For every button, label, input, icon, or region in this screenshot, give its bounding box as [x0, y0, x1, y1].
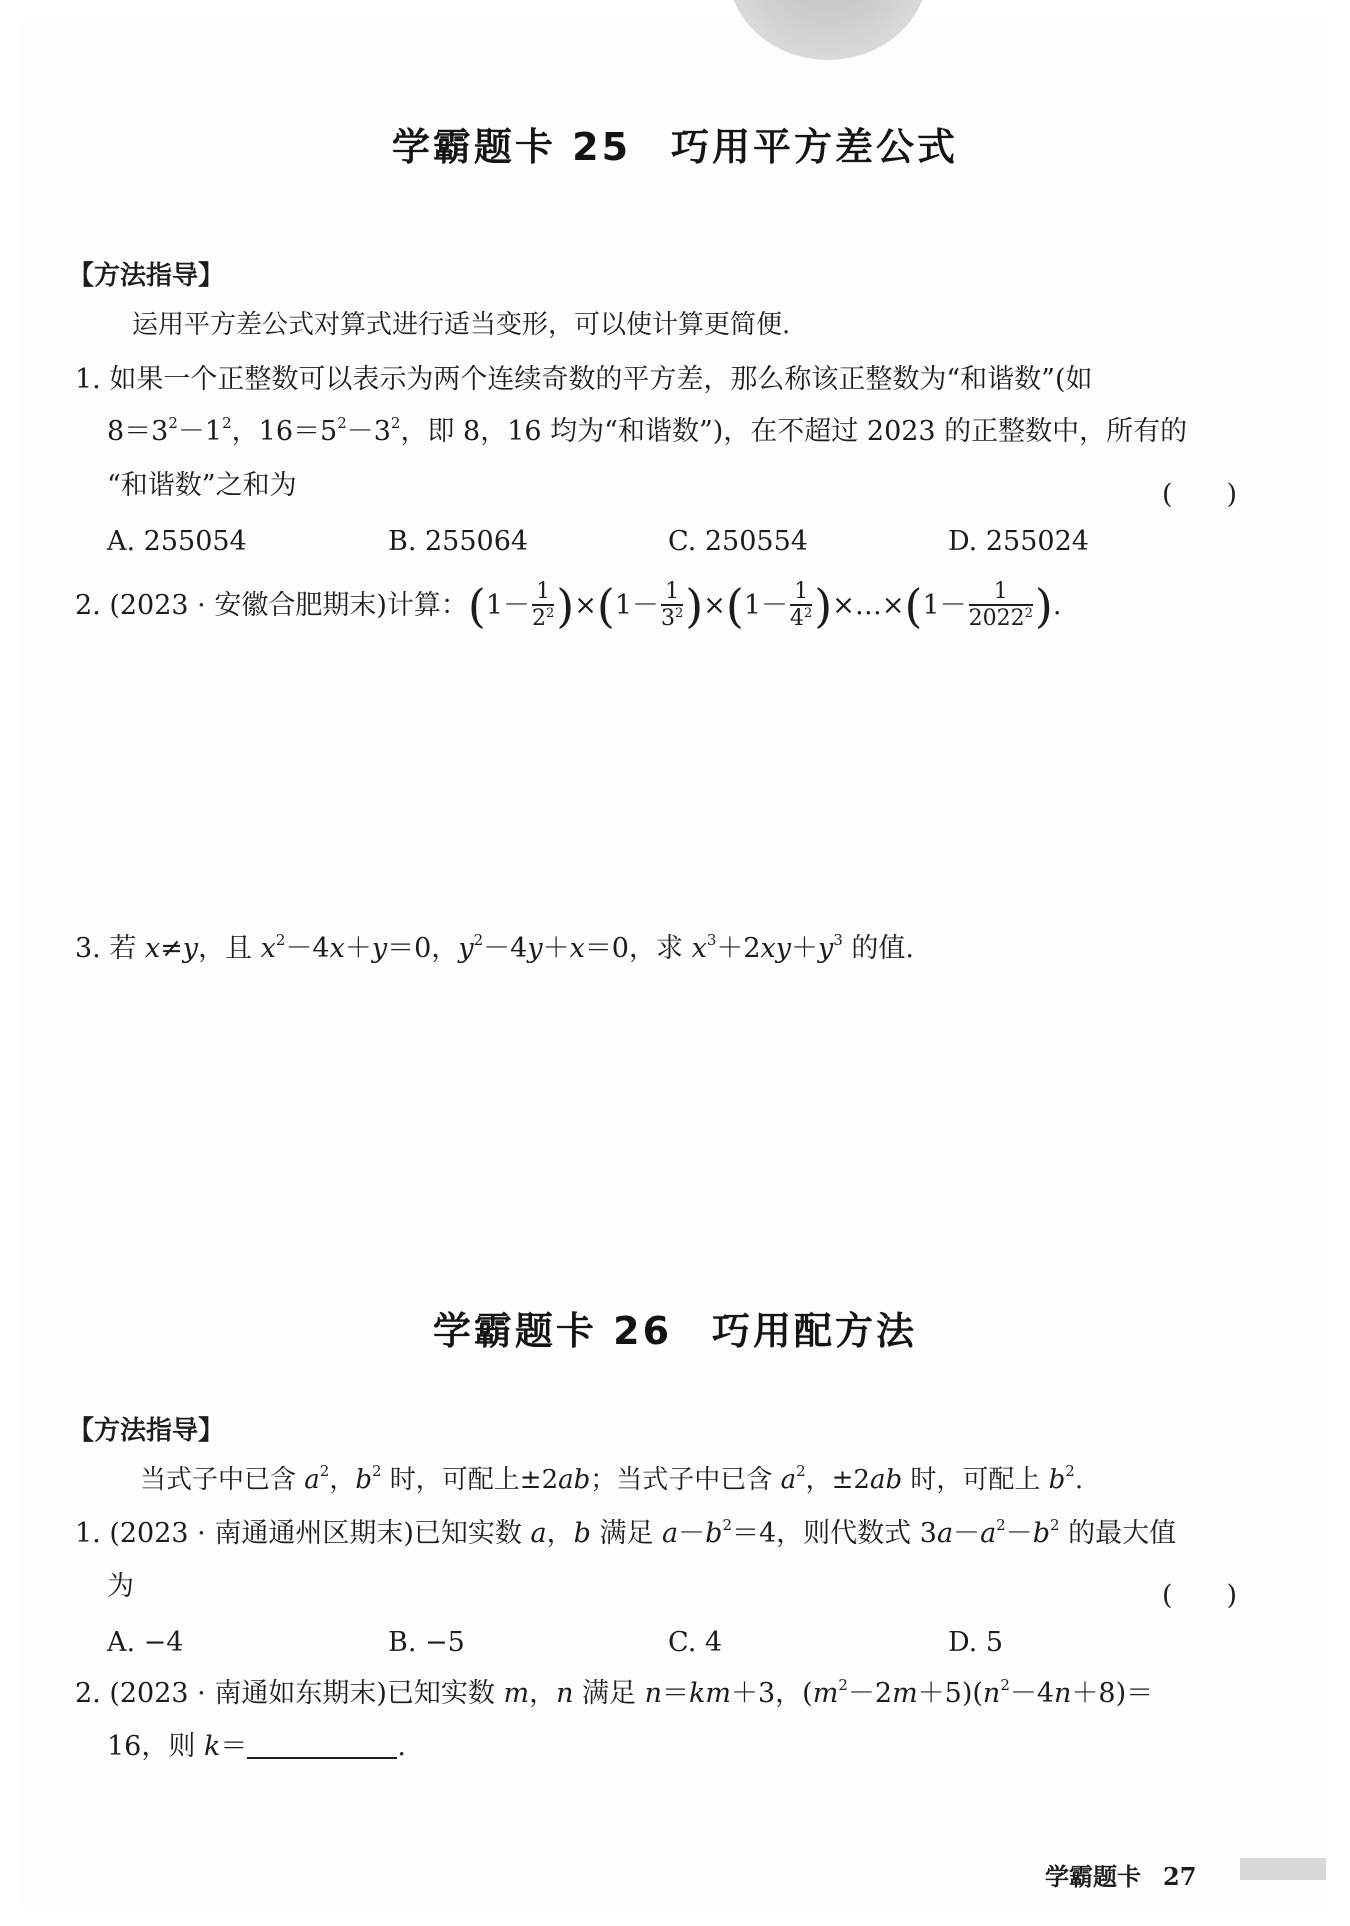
- question-3: 3. 若 x≠y，且 $x^2-4x+y=0$，$y^2-4y+x=0$，求 $x^3+2xy+y^3$ 的值.: [75, 931, 915, 964]
- page-background: [22, 20, 1328, 1908]
- option-b: B. 255064: [388, 526, 529, 557]
- card26-question-2-line-1: 2. (2023 · 南通如东期末)已知实数 m，n 满足 n＝km＋3，$(m^2-2m+5)(n^2-4n+8)=$: [75, 1676, 1154, 1709]
- page-number: 27: [1163, 1862, 1197, 1891]
- method-guide-label: 【方法指导】: [68, 261, 225, 291]
- card26-option-a: A. −4: [107, 1627, 184, 1658]
- card-25-title: 学霸题卡 25 巧用平方差公式: [391, 125, 959, 169]
- answer-bracket-2: ( ): [1162, 1580, 1238, 1611]
- card-26-title: 学霸题卡 26 巧用配方法: [432, 1309, 918, 1353]
- card26-option-b: B. −5: [388, 1627, 465, 1658]
- question-1-line-3: “和谐数”之和为: [107, 470, 297, 501]
- card26-question-1-line-2: 为: [107, 1571, 134, 1602]
- footer-bar: [1240, 1858, 1326, 1880]
- answer-bracket: ( ): [1162, 479, 1238, 510]
- card26-option-c: C. 4: [668, 1627, 723, 1658]
- card26-question-1-line-1: 1. (2023 · 南通通州区期末)已知实数 a，b 满足 $a-b^2=4$，则代数式 $3a-a^2-b^2$ 的最大值: [75, 1516, 1177, 1549]
- page-footer: [1045, 1857, 1196, 1892]
- card26-option-d: D. 5: [948, 1627, 1004, 1658]
- question-2: 2. (2023 · 安徽合肥期末)计算：(1－ $\frac{1}{2^2}$ )×(1－ $\frac{1}{3^2}$ )×(1－ $\frac{1}{4^2}$ )×…×(1－ $\frac{1}{2022^2}$ ).: [75, 578, 1062, 633]
- option-a: A. 255054: [107, 526, 247, 557]
- option-d: D. 255024: [948, 526, 1089, 557]
- footer-label: 学霸题卡: [1045, 1863, 1141, 1891]
- method-guide-text: 运用平方差公式对算式进行适当变形，可以使计算更简便.: [132, 310, 791, 340]
- method-guide-label-2: 【方法指导】: [68, 1416, 225, 1446]
- answer-blank[interactable]: [247, 1733, 397, 1759]
- option-c: C. 250554: [668, 526, 808, 557]
- question-1-line-2: $8=3^2-1^2$，$16=5^2-3^2$，即 8，16 均为“和谐数”)，在不超过 2023 的正整数中，所有的: [107, 414, 1188, 447]
- card26-question-2-line-2: 16，则 k＝ .: [107, 1731, 406, 1762]
- method-guide-text-2: 当式子中已含 $a^2$，$b^2$ 时，可配上±2ab；当式子中已含 $a^2$，±2ab 时，可配上 $b^2$.: [140, 1462, 1084, 1495]
- question-1-line-1: 1. 如果一个正整数可以表示为两个连续奇数的平方差，那么称该正整数为“和谐数”(如: [75, 364, 1093, 395]
